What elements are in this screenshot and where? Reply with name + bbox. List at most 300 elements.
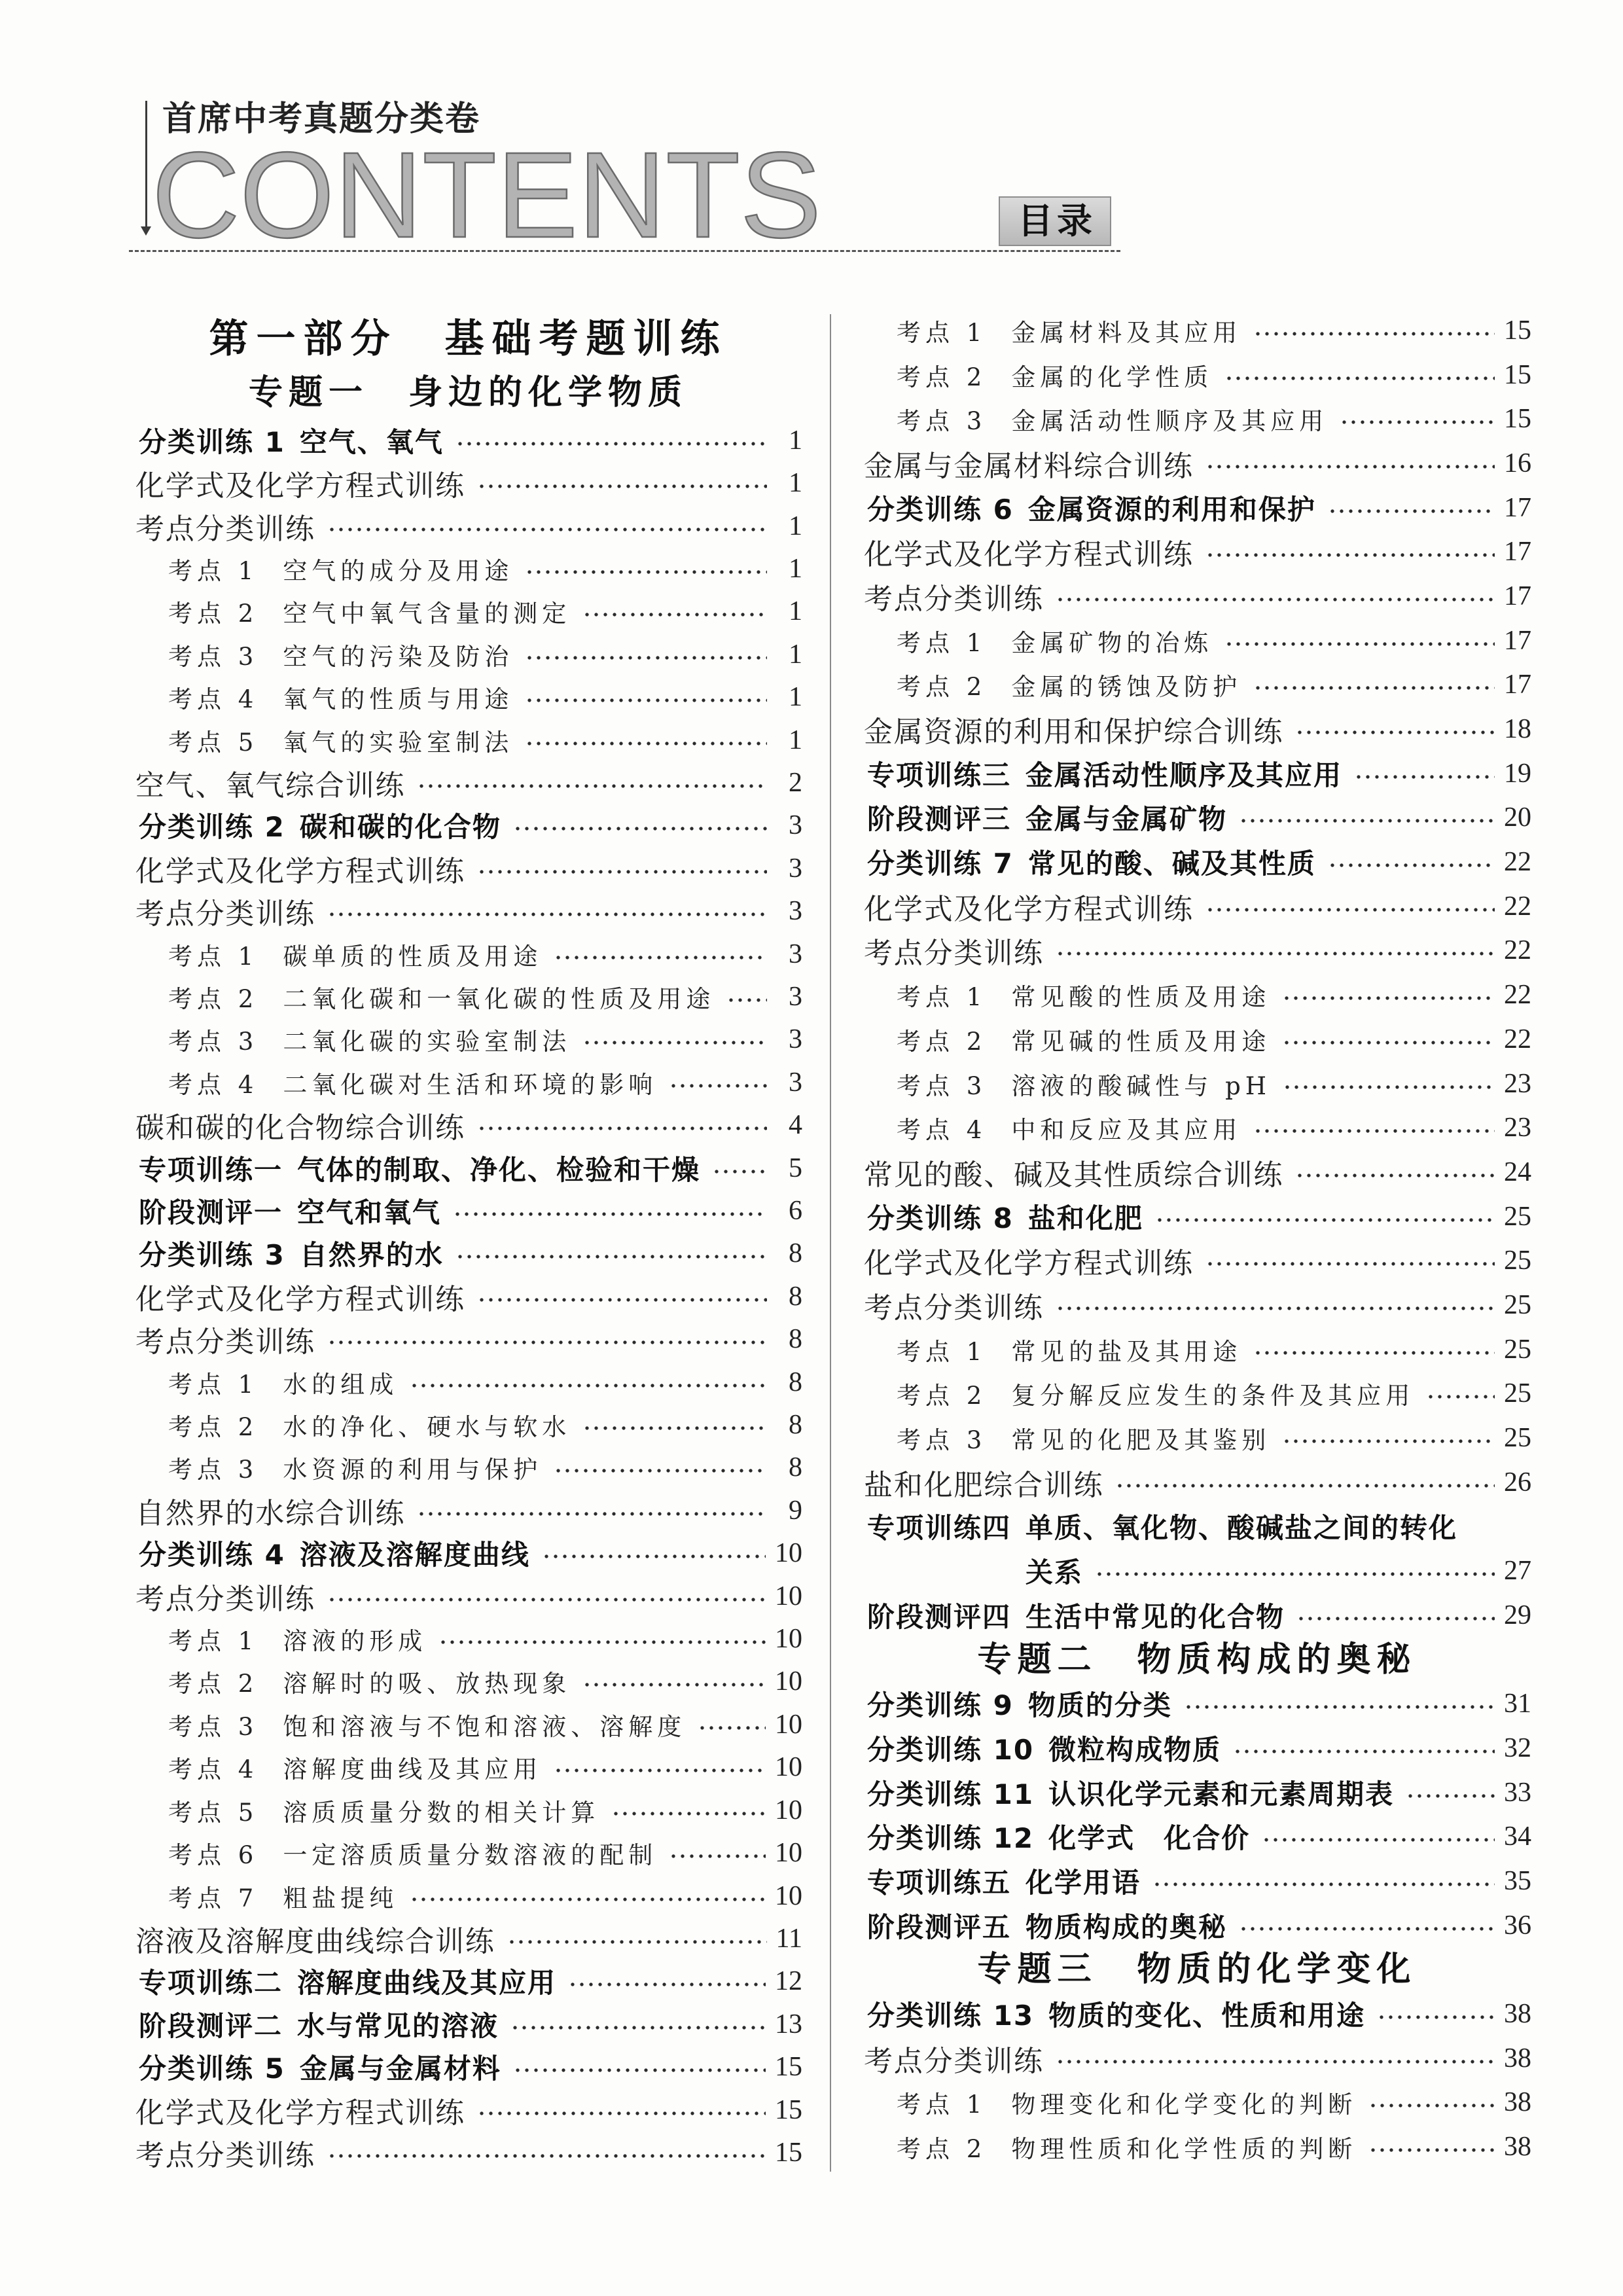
entry-title: 碳和碳的化合物 (299, 811, 501, 844)
page-number: 25 (1504, 1289, 1531, 1320)
page-number: 26 (1504, 1467, 1531, 1498)
entry-tag: 分类训练 7 (867, 848, 1014, 880)
toc-entry (863, 884, 1531, 929)
entry-title: 水的净化、硬水与软水 (283, 1413, 571, 1442)
dot-leader (507, 1937, 767, 1946)
entry-tag: 专项训练二 (139, 1967, 283, 2000)
entry-tag: 考点 2 (168, 600, 259, 628)
dot-leader (1406, 1791, 1495, 1801)
entry-title: 考点分类训练 (864, 937, 1044, 971)
toc-section-entry (863, 1859, 1531, 1903)
entry-title: 溶液及溶解度曲线 (299, 1539, 530, 1571)
entry-tag: 考点 1 (168, 1627, 259, 1656)
entry-title: 微粒构成物质 (1048, 1733, 1222, 1766)
entry-title: 金属材料及其应用 (1011, 318, 1242, 347)
dot-leader (327, 910, 767, 919)
toc-section-entry (863, 840, 1531, 884)
page-number: 10 (775, 1666, 802, 1697)
dot-leader (1184, 1702, 1495, 1712)
page-number: 18 (1504, 714, 1531, 745)
dot-leader (582, 1424, 767, 1433)
entry-title: 氧气的实验室制法 (283, 728, 514, 757)
entry-title: 常见的盐及其用途 (1011, 1337, 1242, 1366)
entry-title: 盐和化肥综合训练 (864, 1468, 1104, 1502)
entry-tag: 专项训练四 (867, 1512, 1012, 1545)
entry-tag: 分类训练 2 (139, 811, 285, 844)
entry-title: 考点分类训练 (864, 1291, 1044, 1325)
toc-section-entry (134, 2045, 802, 2088)
toc-subentry (134, 1061, 802, 1103)
dot-leader (1354, 772, 1495, 781)
entry-title: 常见的酸、碱及其性质 (1027, 848, 1316, 880)
toc-subentry (863, 2081, 1531, 2125)
page-number: 38 (1504, 2132, 1531, 2162)
entry-title: 考点分类训练 (135, 1582, 315, 1616)
dot-leader (1426, 1392, 1495, 1401)
page-number: 31 (1504, 1689, 1531, 1719)
toc-entry (863, 1150, 1531, 1194)
page-number: 17 (1504, 625, 1531, 656)
topic-heading: 专题三 物质的化学变化 (977, 1949, 1417, 1990)
entry-tag: 专项训练三 (867, 759, 1012, 791)
toc-entry (863, 1283, 1531, 1327)
entry-tag: 分类训练 5 (139, 2053, 285, 2085)
toc-subentry (134, 1703, 802, 1746)
dot-leader (1253, 329, 1495, 338)
dot-leader (1295, 1171, 1495, 1180)
dot-leader (1282, 994, 1495, 1003)
page-number: 38 (1504, 1998, 1531, 2029)
contents-banner: CONTENTS (152, 128, 821, 263)
entry-tag: 分类训练 3 (139, 1239, 285, 1272)
toc-section-entry (863, 1593, 1531, 1638)
dot-leader (698, 1723, 766, 1732)
dot-leader (1282, 1437, 1495, 1446)
dot-leader (455, 1252, 767, 1261)
page-number: 1 (789, 639, 802, 670)
entry-tag: 考点 3 (168, 1028, 259, 1056)
entry-tag: 考点 2 (897, 673, 987, 702)
entry-tag: 阶段测评二 (139, 2009, 283, 2042)
page-number: 17 (1504, 670, 1531, 700)
toc-section-entry (134, 1189, 802, 1232)
toc-subentry (134, 1403, 802, 1446)
page-number: 33 (1504, 1777, 1531, 1808)
page-number: 38 (1504, 2087, 1531, 2118)
entry-title: 水与常见的溶液 (297, 2009, 499, 2042)
entry-title: 溶解时的吸、放热现象 (283, 1670, 571, 1698)
entry-title: 物理变化和化学变化的判断 (1011, 2090, 1357, 2119)
entry-title: 金属与金属矿物 (1026, 803, 1228, 836)
page-number: 3 (789, 939, 802, 969)
dot-leader (417, 1509, 767, 1518)
entry-tag: 专项训练一 (139, 1153, 283, 1186)
entry-tag: 考点 3 (897, 407, 987, 436)
entry-tag: 考点 3 (168, 1712, 259, 1741)
toc-entry (134, 2131, 802, 2174)
toc-section-entry (863, 796, 1531, 840)
dot-leader (1056, 2057, 1495, 2066)
toc-entry (863, 1460, 1531, 1505)
dot-leader (1239, 816, 1495, 825)
entry-title: 空气、氧气 (299, 425, 444, 458)
series-title: 首席中考真题分类卷 (162, 99, 481, 139)
dot-leader (1095, 1570, 1495, 1579)
entry-tag: 考点 3 (897, 1071, 987, 1100)
toc-entry (134, 847, 802, 889)
entry-title: 碳单质的性质及用途 (283, 942, 543, 971)
entry-tag: 考点 1 (897, 2090, 987, 2119)
dot-leader (1152, 1880, 1495, 1889)
toc-section-entry (863, 1194, 1531, 1239)
entry-tag: 考点 1 (168, 942, 259, 971)
entry-title: 常见的化肥及其鉴别 (1011, 1426, 1271, 1455)
entry-title: 单质、氧化物、酸碱盐之间的转化 (1026, 1512, 1458, 1545)
mulu-label: 目录 (999, 196, 1111, 246)
toc-section-entry (863, 1903, 1531, 1948)
entry-tag: 考点 4 (168, 685, 259, 714)
entry-title: 化学式及化学方程式训练 (864, 892, 1194, 926)
page-number: 1 (789, 425, 802, 456)
page-number: 1 (789, 682, 802, 713)
toc-entry (863, 529, 1531, 574)
toc-subentry (134, 1874, 802, 1917)
entry-title: 二氧化碳和一氧化碳的性质及用途 (283, 984, 715, 1013)
page-number: 13 (775, 2009, 802, 2039)
dot-leader (712, 1167, 767, 1176)
page-number: 15 (775, 2094, 802, 2125)
toc-entry (134, 1104, 802, 1147)
toc-entry (863, 574, 1531, 619)
dot-leader (510, 2023, 766, 2032)
toc-section-entry (134, 1232, 802, 1275)
dot-leader (582, 1680, 766, 1689)
toc-subentry (134, 719, 802, 761)
page-number: 1 (789, 511, 802, 541)
dot-leader (1368, 2101, 1495, 2110)
dot-leader (1233, 1747, 1495, 1756)
dot-leader (1283, 1083, 1495, 1092)
entry-title: 空气中氧气含量的测定 (283, 600, 571, 628)
entry-title: 常见的酸、碱及其性质综合训练 (864, 1158, 1284, 1192)
entry-title: 化学用语 (1026, 1866, 1141, 1899)
toc-section-entry (134, 2003, 802, 2045)
page-number: 16 (1504, 448, 1531, 478)
dot-leader (410, 1381, 767, 1390)
dot-leader (327, 1595, 766, 1604)
page-number: 12 (775, 1966, 802, 1997)
entry-title: 金属活动性顺序及其应用 (1011, 407, 1329, 436)
toc-entry (863, 441, 1531, 486)
page-number: 3 (789, 896, 802, 927)
entry-tag: 专项训练五 (867, 1866, 1012, 1899)
dot-leader (1253, 683, 1495, 692)
entry-tag: 考点 2 (897, 1382, 987, 1410)
dot-leader (1262, 1835, 1495, 1844)
toc-section-entry (863, 1770, 1531, 1815)
header-vertical-rule (145, 101, 147, 229)
toc-section-entry (134, 419, 802, 461)
dot-leader (477, 1124, 767, 1133)
entry-title: 认识化学元素和元素周期表 (1048, 1778, 1395, 1810)
dot-leader (1253, 1126, 1495, 1136)
toc-entry (134, 1275, 802, 1318)
entry-title: 金属矿物的冶炼 (1011, 628, 1213, 657)
dot-leader (1368, 2145, 1495, 2155)
entry-title: 金属的锈蚀及防护 (1011, 673, 1242, 702)
toc-subentry (863, 1327, 1531, 1372)
page-number: 15 (1504, 359, 1531, 390)
page-number: 8 (789, 1367, 802, 1397)
dot-leader (477, 867, 767, 876)
dot-leader (417, 781, 767, 791)
page-number: 25 (1504, 1246, 1531, 1276)
entry-tag: 阶段测评五 (867, 1910, 1012, 1943)
entry-title: 考点分类训练 (135, 897, 315, 931)
entry-tag: 分类训练 9 (867, 1689, 1014, 1722)
entry-tag: 分类训练 11 (867, 1778, 1035, 1810)
page-number: 22 (1504, 1024, 1531, 1054)
entry-tag: 分类训练 12 (867, 1822, 1035, 1855)
entry-title: 二氧化碳对生活和环境的影响 (283, 1070, 658, 1099)
entry-title: 化学式及化学方程式训练 (135, 854, 465, 888)
toc-right-list (863, 308, 1531, 2169)
dot-leader (477, 482, 767, 491)
dot-leader (1239, 1924, 1495, 1933)
toc-entry (134, 461, 802, 504)
dot-leader (1205, 462, 1495, 471)
dot-leader (1056, 595, 1495, 604)
entry-tag: 分类训练 6 (867, 493, 1014, 526)
dot-leader (525, 567, 767, 577)
entry-title: 物理性质和化学性质的判断 (1011, 2135, 1357, 2164)
entry-tag: 分类训练 1 (139, 425, 285, 458)
dot-leader (525, 696, 767, 705)
page-number: 24 (1504, 1157, 1531, 1187)
page-number: 35 (1504, 1865, 1531, 1896)
page-number: 10 (775, 1838, 802, 1869)
entry-tag: 分类训练 8 (867, 1202, 1014, 1234)
toc-subentry (863, 619, 1531, 663)
page-number: 10 (775, 1752, 802, 1783)
toc-section-entry (863, 486, 1531, 530)
entry-title: 考点分类训练 (135, 512, 315, 546)
dot-leader (1296, 1614, 1495, 1623)
entry-title: 粗盐提纯 (283, 1884, 399, 1912)
toc-right-column (863, 308, 1531, 2169)
page-number: 10 (775, 1624, 802, 1655)
entry-title: 溶液的酸碱性与 pH (1011, 1071, 1272, 1100)
topic-heading: 专题一 身边的化学物质 (248, 372, 688, 412)
dot-leader (327, 1338, 767, 1347)
page-number: 20 (1504, 802, 1531, 833)
page-number: 11 (776, 1923, 802, 1954)
entry-tag: 考点 2 (897, 2135, 987, 2164)
page-number: 6 (789, 1196, 802, 1227)
toc-entry (134, 2089, 802, 2131)
page-number: 15 (775, 2052, 802, 2083)
entry-title: 溶质质量分数的相关计算 (283, 1798, 600, 1827)
entry-title: 金属活动性顺序及其应用 (1026, 759, 1343, 791)
page-number: 25 (1504, 1201, 1531, 1232)
toc-subentry (134, 1018, 802, 1061)
entry-tag: 考点 1 (897, 318, 987, 347)
dot-leader (327, 2151, 766, 2161)
entry-title: 溶解度曲线及其应用 (283, 1755, 543, 1784)
entry-title: 一定溶质质量分数溶液的配制 (283, 1841, 658, 1870)
toc-entry (134, 1917, 802, 1960)
entry-tag: 考点 2 (897, 363, 987, 391)
entry-title-continued: 关系 (1026, 1556, 1084, 1589)
entry-tag: 分类训练 13 (867, 1999, 1035, 2032)
dot-leader (327, 525, 767, 534)
dot-leader (1328, 507, 1495, 516)
toc-subentry (863, 1372, 1531, 1416)
entry-tag: 分类训练 4 (139, 1539, 285, 1571)
dot-leader (554, 1466, 767, 1475)
entry-tag: 阶段测评三 (867, 803, 1012, 836)
toc-subentry (863, 1017, 1531, 1062)
entry-title: 空气、氧气综合训练 (135, 768, 406, 802)
entry-tag: 考点 4 (168, 1070, 259, 1099)
entry-tag: 考点 5 (168, 728, 259, 757)
entry-title: 自然界的水 (299, 1239, 444, 1272)
page-number: 10 (775, 1795, 802, 1825)
entry-title: 二氧化碳的实验室制法 (283, 1028, 571, 1056)
entry-tag: 阶段测评一 (139, 1196, 283, 1229)
dot-leader (455, 439, 767, 448)
dot-leader (582, 610, 767, 619)
page-number: 15 (1504, 404, 1531, 435)
dot-leader (669, 1081, 767, 1090)
entry-title: 考点分类训练 (135, 1325, 315, 1359)
toc-subentry (863, 1416, 1531, 1460)
toc-entry (134, 1575, 802, 1617)
entry-tag: 考点 1 (897, 983, 987, 1012)
dot-leader (554, 1766, 766, 1775)
toc-subentry (863, 663, 1531, 708)
page-number: 1 (789, 468, 802, 499)
entry-title: 考点分类训练 (864, 582, 1044, 616)
entry-title: 考点分类训练 (864, 2044, 1044, 2078)
dot-leader (726, 996, 767, 1005)
dot-leader (611, 1809, 766, 1818)
toc-left-column (134, 312, 802, 2174)
toc-subentry (134, 547, 802, 590)
toc-subentry (134, 1746, 802, 1789)
toc-section-entry (134, 1960, 802, 2003)
dot-leader (525, 653, 767, 662)
entry-title: 空气的成分及用途 (283, 556, 514, 585)
toc-entry (134, 889, 802, 932)
entry-title: 碳和碳的化合物综合训练 (135, 1111, 465, 1145)
toc-subentry (863, 308, 1531, 353)
entry-title: 溶液的形成 (283, 1627, 427, 1656)
entry-tag: 考点 2 (168, 1670, 259, 1698)
dot-leader (477, 1295, 767, 1304)
toc-subentry (134, 975, 802, 1018)
page-number: 32 (1504, 1732, 1531, 1763)
dot-leader (582, 1038, 767, 1047)
entry-tag: 考点 2 (897, 1027, 987, 1056)
entry-title: 水资源的利用与保护 (283, 1456, 543, 1484)
page-number: 10 (775, 1709, 802, 1740)
entry-tag: 考点 3 (897, 1426, 987, 1455)
dot-leader (542, 1552, 766, 1561)
toc-section-entry (863, 1726, 1531, 1770)
entry-title: 空气的污染及防治 (283, 642, 514, 671)
entry-title: 饱和溶液与不饱和溶液、溶解度 (283, 1712, 687, 1741)
entry-tag: 考点 3 (168, 642, 259, 671)
entry-title: 盐和化肥 (1027, 1202, 1143, 1234)
page-number: 34 (1504, 1821, 1531, 1852)
toc-section-entry-continued (863, 1549, 1531, 1593)
entry-tag: 考点 2 (168, 984, 259, 1013)
entry-title: 物质的分类 (1027, 1689, 1172, 1722)
down-arrow-icon (141, 226, 151, 236)
entry-title: 溶解度曲线及其应用 (297, 1967, 557, 2000)
dot-leader (1155, 1215, 1495, 1225)
entry-title: 空气和氧气 (297, 1196, 442, 1229)
toc-subentry (863, 1062, 1531, 1106)
dot-leader (1205, 1259, 1495, 1268)
page-number: 22 (1504, 891, 1531, 922)
toc-subentry (134, 1617, 802, 1660)
dot-leader (1056, 1304, 1495, 1313)
topic-heading: 专题二 物质构成的奥秘 (977, 1639, 1417, 1679)
page-number: 3 (789, 810, 802, 841)
dot-leader (1328, 861, 1495, 870)
toc-subentry (863, 353, 1531, 397)
toc-subentry (134, 675, 802, 718)
toc-section-entry (863, 751, 1531, 796)
toc-subentry (863, 397, 1531, 441)
dot-leader (1224, 374, 1495, 383)
dot-leader (1377, 2013, 1495, 2022)
entry-title: 生活中常见的化合物 (1026, 1600, 1285, 1633)
entry-title: 水的组成 (283, 1370, 399, 1399)
page-number: 1 (789, 596, 802, 627)
dot-leader (453, 1210, 767, 1219)
toc-subentry (134, 1660, 802, 1703)
toc-section-entry (134, 1147, 802, 1189)
entry-title: 氧气的性质与用途 (283, 685, 514, 714)
page-number: 5 (789, 1153, 802, 1183)
dot-leader (1115, 1481, 1495, 1490)
page-number: 27 (1504, 1556, 1531, 1587)
entry-tag: 阶段测评四 (867, 1600, 1012, 1633)
page-number: 15 (1504, 315, 1531, 346)
dot-leader (513, 2066, 766, 2075)
page-number: 22 (1504, 847, 1531, 878)
page-number: 8 (789, 1324, 802, 1355)
page-number: 17 (1504, 492, 1531, 523)
page-number: 22 (1504, 935, 1531, 966)
toc-entry (134, 761, 802, 804)
dot-leader (568, 1980, 766, 1989)
column-divider (830, 314, 831, 2172)
toc-subentry (134, 1831, 802, 1874)
entry-tag: 考点 1 (168, 1370, 259, 1399)
toc-subentry (863, 973, 1531, 1017)
entry-title: 中和反应及其应用 (1011, 1116, 1242, 1145)
toc-entry (134, 505, 802, 547)
entry-title: 常见碱的性质及用途 (1011, 1027, 1271, 1056)
entry-title: 化学式及化学方程式训练 (135, 469, 465, 503)
dot-leader (1224, 639, 1495, 649)
dot-leader (410, 1895, 766, 1904)
dot-leader (554, 953, 767, 962)
